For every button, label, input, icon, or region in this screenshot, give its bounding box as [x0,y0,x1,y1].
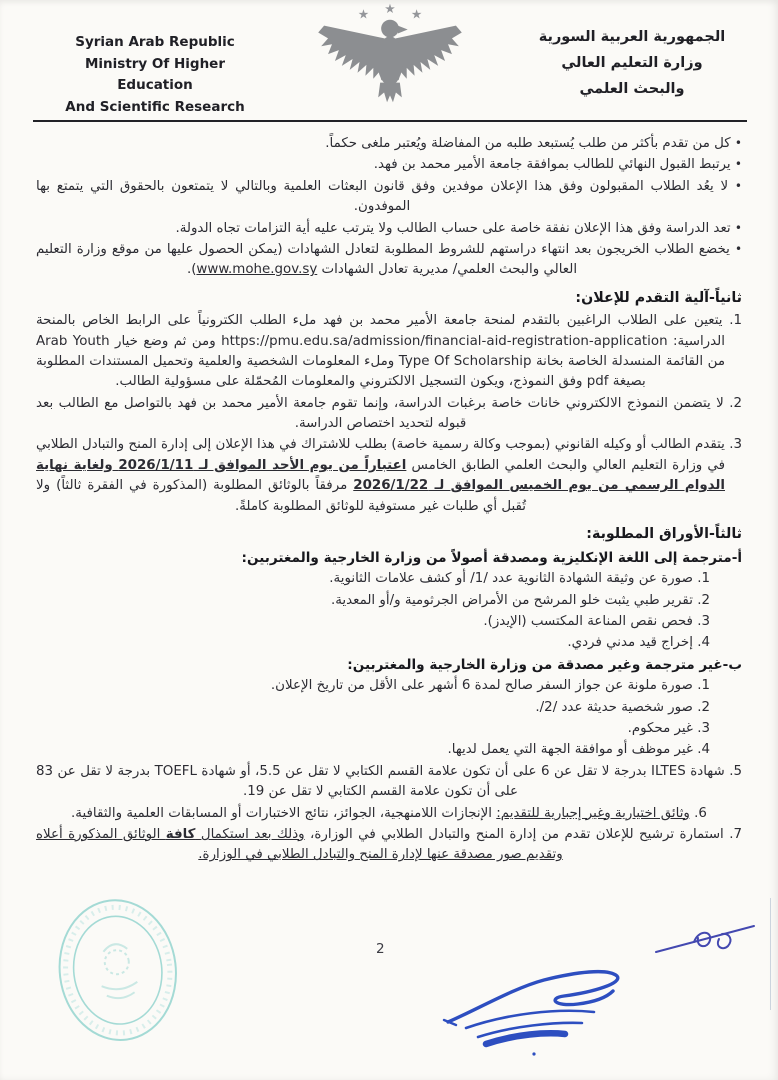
optional-documents-lead: وثائق اختيارية وغير إجبارية للتقديم: [496,805,690,821]
ministry-name-english [47,32,263,118]
item-number: 6. [694,805,707,821]
untranslated-documents-list [36,676,742,865]
item-text: لا يتضمن النموذج الالكتروني خانات خاصة برغبات الدراسة، وإنما تقوم جامعة الأمير محمد بن فهد بالتواصل مع الطالب بعد قبوله لتحديد اختصاص الدراسة. [36,395,724,432]
item-number: 2. [697,592,710,608]
document-item [36,740,710,760]
section-two-title: ثانياً-آلية التقدم للإعلان: [575,289,742,306]
arabic-line-2: وزارة التعليم العالي [561,55,703,72]
bullet-item [36,177,742,218]
item-text: استمارة ترشيح للإعلان تقدم من إدارة المنح والتبادل الطلابي في الوزارة، [304,826,724,842]
document-item [36,591,710,611]
english-line-1: Syrian Arab Republic [75,34,235,50]
svg-text:★: ★ [410,7,423,23]
item-text: يتعين على الطلاب الراغبين بالتقدم لمنحة جامعة الأمير محمد بن فهد ملء الطلب الكترونياً على الرابط الخاص بالمنحة الدراسية: https://pmu.edu.sa/admission/financial-aid-registration-application ومن ثم وضع خيار Arab Youth من القائمة المنسدلة الخاصة بخانة Type Of Scholarship وملء المعلومات الشخصية والعلمية وتحميل المستندات المطلوبة بصيغة pdf وفق النموذج، ويكون التسجيل الالكتروني والمعلومات المُحمّلة على مسؤولية الطالب. [36,313,725,390]
svg-text:★: ★ [384,2,396,17]
translated-documents-list [36,569,742,654]
bullet-text: تعد الدراسة وفق هذا الإعلان نفقة خاصة على حساب الطالب ولا يترتب عليه أية التزامات تجاه الدولة. [175,220,731,236]
letterhead [33,0,747,122]
signature-ink [436,958,648,1062]
page-number: 2 [376,941,385,957]
numbered-item [36,311,742,393]
document-item [36,804,742,824]
item-number: 2. [729,395,742,411]
underlined-text: وذلك بعد استكمال [195,826,305,842]
paper-edge-line [770,898,771,1010]
document-item [36,719,710,739]
item-text: صورة عن وثيقة الشهادة الثانوية عدد /1/ أو كشف علامات الثانوية. [329,571,693,587]
document-item [36,762,742,803]
eagle-emblem [306,2,474,124]
item-number: 3. [697,721,710,737]
bullet-marker: • [734,178,742,193]
item-number: 3. [729,437,742,453]
bullet-marker: • [734,136,742,150]
document-item [36,633,710,653]
item-text: يتقدم الطالب أو وكيله القانوني (بموجب وكالة رسمية خاصة) بطلب للاشتراك في هذا الإعلان إلى إدارة المنح والتبادل الطلابي في وزارة التعليم العالي والبحث العلمي الطابق الخامس [36,437,725,473]
application-steps-list [36,311,742,517]
bullet-marker: • [734,220,742,235]
arabic-line-1: الجمهورية العربية السورية [538,29,726,45]
bullet-text: كل من تقدم بأكثر من طلب يُستبعد طلبه من المفاضلة ويُعتبر ملغى حكماً. [325,136,731,151]
numbered-item [36,394,742,435]
numbered-item [36,435,742,517]
group-b-title: ب-غير مترجمة وغير مصدقة من وزارة الخارجية والمغتربين: [347,656,742,673]
item-text: الإنجازات اللامنهجية، الجوائز، نتائج الاختبارات أو المسابقات العلمية والثقافية. [71,805,497,821]
item-text: صور شخصية حديثة عدد /2/. [535,699,693,715]
bullet-text: ). [186,262,197,278]
group-a-title: أ-مترجمة إلى اللغة الإنكليزية ومصدقة أصولاً من وزارة الخارجية والمغتربين: [241,549,742,566]
deadline-dates: اعتباراً من يوم الأحد الموافق لـ 2026/1/11 ولغاية نهاية الدوام الرسمي من يوم الخميس الموافق لـ 2026/1/22 [36,457,725,494]
item-text: غير محكوم. [627,721,693,737]
three-stars-icon [358,2,423,23]
ministry-oval-stamp [41,886,197,1058]
item-number: 7. [729,826,742,842]
ministry-name-arabic [525,24,739,102]
item-text: صورة ملونة عن جواز السفر صالح لمدة 6 أشهر على الأقل من تاريخ الإعلان. [270,678,693,694]
initial-signature-mark [650,910,762,972]
document-item [36,676,710,696]
english-line-2: Ministry Of Higher Education [84,55,225,94]
item-number: 4. [697,742,710,758]
item-text: غير موظف أو موافقة الجهة التي يعمل لديها. [447,742,693,758]
arabic-line-3: والبحث العلمي [579,81,685,98]
item-text: مرفقاً بالوثائق المطلوبة (المذكورة في الفقرة ثالثاً) ولا تُقبل أي طلبات غير مستوفية للوثائق المطلوبة كاملةً. [36,478,527,514]
bullet-item [36,134,742,154]
bullet-marker: • [734,241,743,256]
bullet-marker: • [734,157,742,172]
item-number: 1. [697,678,710,694]
item-text: تقرير طبي يثبت خلو المرشح من الأمراض الجرثومية و/أو المعدية. [330,592,693,608]
document-item [36,569,710,589]
bullet-text: لا يعُد الطلاب المقبولون وفق هذا الإعلان موفدين وفق قانون البعثات العلمية وبالتالي لا يتمتعون بالحقوق التي يتمتع بها الموفدون. [36,178,729,215]
bullet-text: يرتبط القبول النهائي للطالب بموافقة جامعة الأمير محمد بن فهد. [373,157,731,173]
emphasized-word: كافة [165,826,196,842]
item-text: فحص نقص المناعة المكتسب (الإيدز). [483,613,693,629]
document-body [0,122,778,866]
item-text: إخراج قيد مدني فردي. [567,635,693,651]
underlined-text: الوثائق المذكورة أعلاه وتقديم صور مصدقة عنها لإدارة المنح والتبادل الطلابي في الوزارة. [36,826,563,863]
document-item [36,612,710,632]
svg-text:★: ★ [357,7,370,23]
section-three-title: ثالثاً-الأوراق المطلوبة: [586,525,742,542]
item-number: 1. [729,313,742,329]
bullet-text: يخضع الطلاب الخريجون بعد انتهاء دراستهم للشروط المطلوبة لتعادل الشهادات (يمكن الحصول عليها من موقع وزارة التعليم العالي والبحث العلمي/ مديرية تعادل الشهادات [36,241,730,278]
mohe-website-url: www.mohe.gov.sy [196,262,318,278]
english-line-3: And Scientific Research [65,98,245,115]
item-number: 5. [729,763,742,779]
item-number: 3. [697,613,710,629]
item-text: شهادة ILTES بدرجة لا تقل عن 6 على أن تكون علامة القسم الكتابي لا تقل عن 5.5، أو شهادة TOEFL بدرجة لا تقل عن 83 على أن تكون علامة القسم الكتابي لا تقل عن 19. [36,763,725,800]
intro-bullet-list [36,134,742,281]
bullet-item [36,155,742,175]
item-number: 2. [697,699,710,715]
item-number: 1. [697,571,710,587]
document-item [36,825,742,866]
bullet-item [36,219,742,239]
eagle-silhouette-icon [318,20,462,103]
bullet-item [36,240,742,281]
item-number: 4. [697,635,710,651]
document-item [36,698,710,718]
